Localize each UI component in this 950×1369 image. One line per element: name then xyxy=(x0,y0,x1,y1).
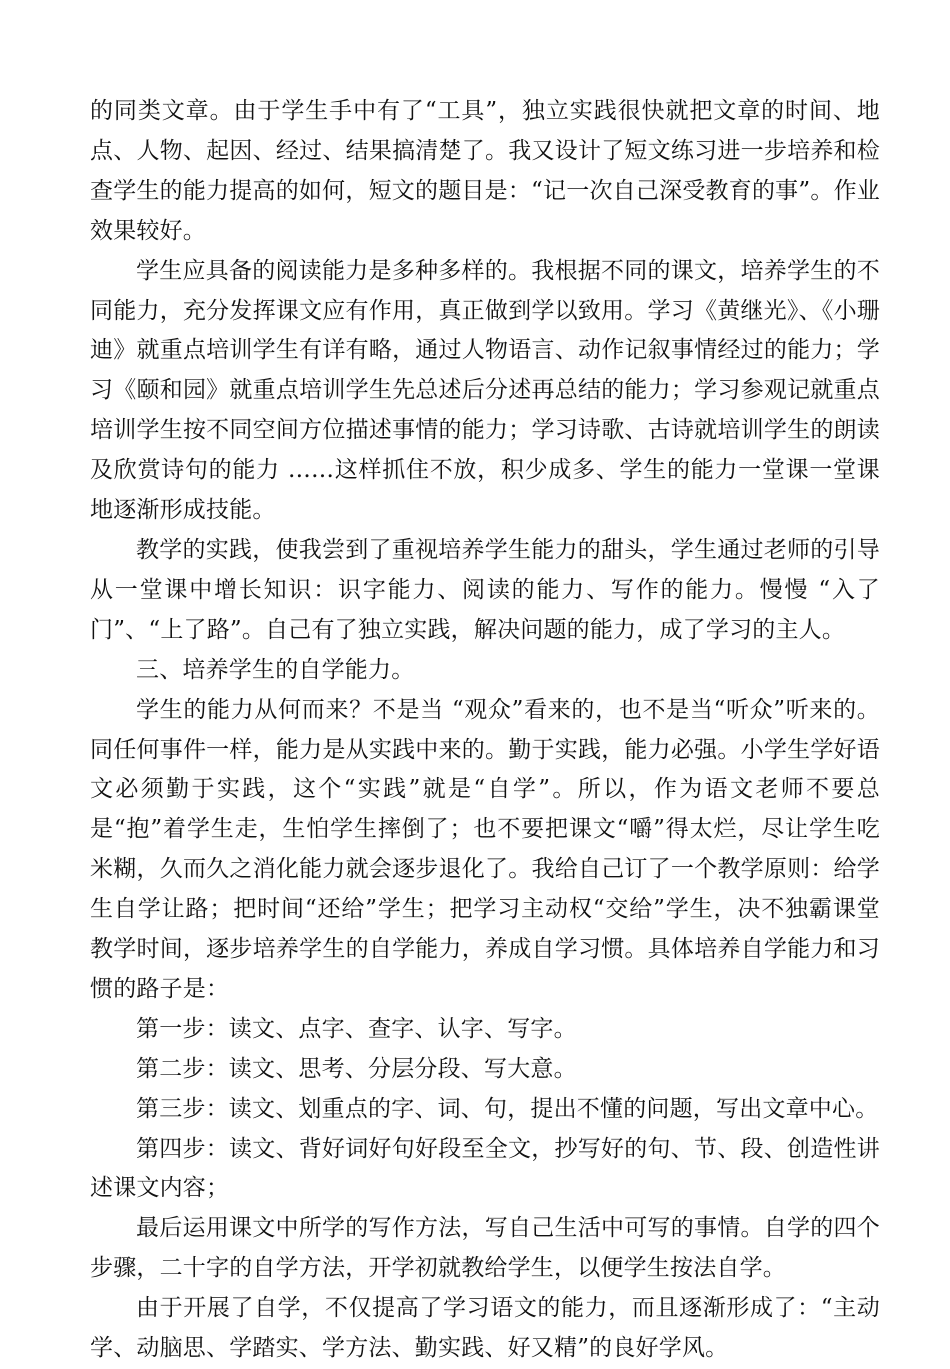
paragraph-teaching-practice: 教学的实践，使我尝到了重视培养学生能力的甜头，学生通过老师的引导从一堂课中增长知识：识字能力、阅读的能力、写作的能力。慢慢 “入了门”、“上了路”。自己有了独立实践，解决问题的能力，成了学习的主人。 xyxy=(90,536,880,643)
step-three: 第三步：读文、划重点的字、词、句，提出不懂的问题，写出文章中心。 xyxy=(136,1095,879,1122)
paragraph-continuation: 的同类文章。由于学生手中有了“工具”，独立实践很快就把文章的时间、地点、人物、起因、经过、结果搞清楚了。我又设计了短文练习进一步培养和检查学生的能力提高的如何，短文的题目是：“记一次自己深受教育的事”。作业效果较好。 xyxy=(90,98,880,244)
paragraph-writing-method: 最后运用课文中所学的写作方法，写自己生活中可写的事情。自学的四个步骤，二十字的自学方法，开学初就教给学生，以便学生按法自学。 xyxy=(90,1215,880,1282)
paragraph-reading-abilities: 学生应具备的阅读能力是多种多样的。我根据不同的课文，培养学生的不同能力，充分发挥课文应有作用，真正做到学以致用。学习《黄继光》、《小珊迪》就重点培训学生有详有略，通过人物语言、动作记叙事情经过的能力；学习《颐和园》就重点培训学生先总述后分述再总结的能力；学习参观记就重点培训学生按不同空间方位描述事情的能力；学习诗歌、古诗就培训学生的朗读及欣赏诗句的能力 ……这样抓住不放，积少成多、学生的能力一堂课一堂课地逐渐形成技能。 xyxy=(90,257,880,524)
step-two: 第二步：读文、思考、分层分段、写大意。 xyxy=(136,1055,577,1082)
section-heading-self-study: 三、培养学生的自学能力。 xyxy=(136,656,415,683)
paragraph-ability-source: 学生的能力从何而来？不是当 “观众”看来的，也不是当“听众”听来的。同任何事件一样，能力是从实践中来的。勤于实践，能力必强。小学生学好语文必须勤于实践，这个“实践”就是“自学”。所以，作为语文老师不要总是“抱”着学生走，生怕学生摔倒了；也不要把课文“嚼”得太烂，尽让学生吃米糊，久而久之消化能力就会逐步退化了。我给自己订了一个教学原则：给学生自学让路；把时间“还给”学生；把学习主动权“交给”学生，决不独霸课堂教学时间，逐步培养学生的自学能力，养成自学习惯。具体培养自学能力和习惯的路子是： xyxy=(90,696,880,1002)
step-four: 第四步：读文、背好词好句好段至全文，抄写好的句、节、段、创造性讲述课文内容； xyxy=(90,1135,880,1202)
document-body xyxy=(90,92,880,1369)
step-one: 第一步：读文、点字、查字、认字、写字。 xyxy=(136,1015,577,1042)
paragraph-conclusion: 由于开展了自学，不仅提高了学习语文的能力，而且逐渐形成了：“主动学、动脑思、学踏实、学方法、勤实践、好又精”的良好学风。 xyxy=(90,1295,880,1362)
